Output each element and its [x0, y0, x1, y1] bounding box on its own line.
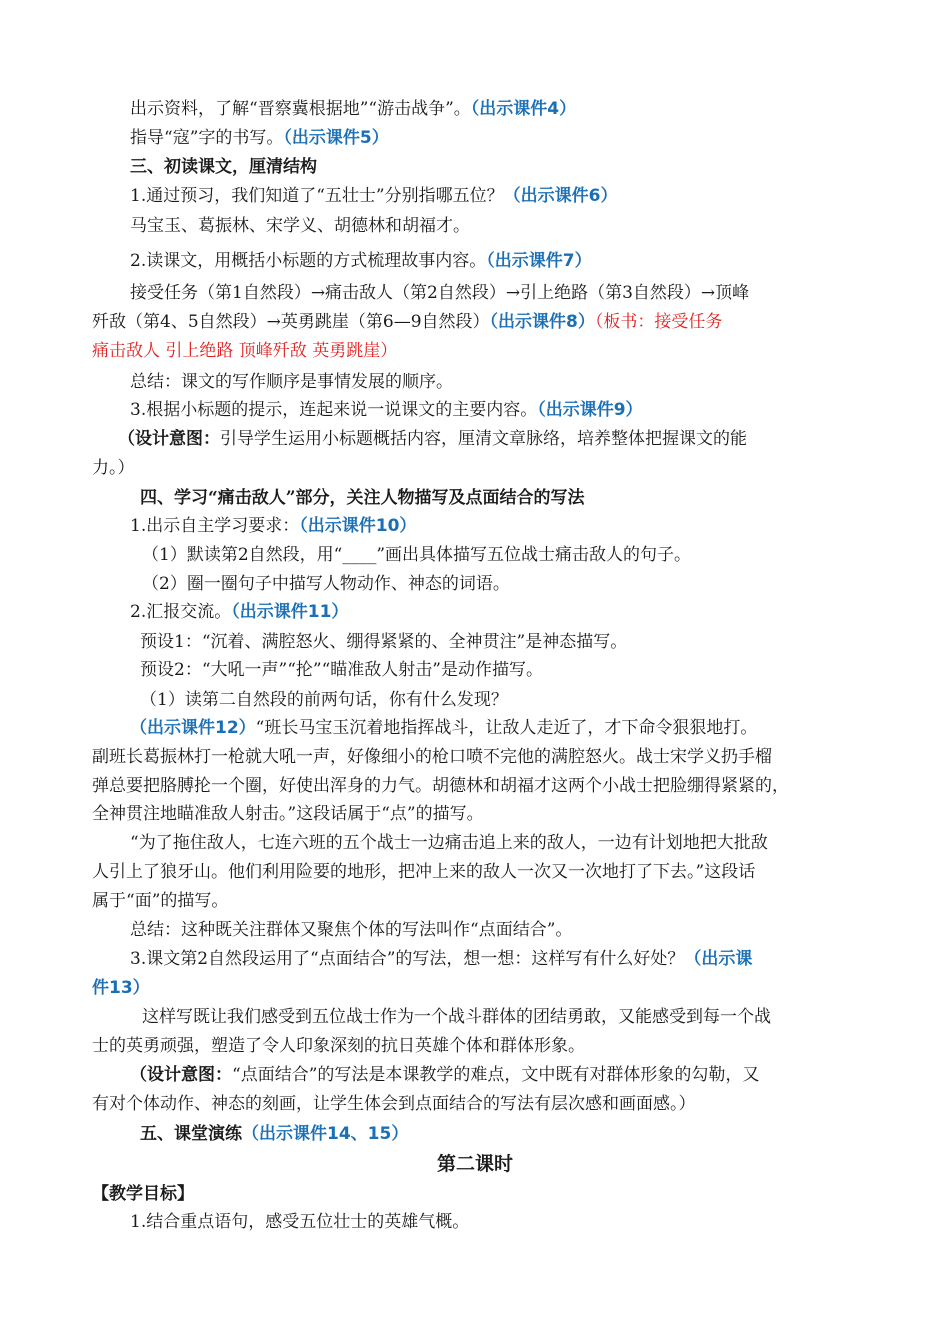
courseware-ref: （出示课 — [684, 949, 753, 969]
paragraph-line: 2.读课文，用概括小标题的方式梳理故事内容。（出示课件7） — [130, 251, 592, 271]
courseware-ref: 件13） — [92, 978, 150, 998]
paragraph-line: 总结：课文的写作顺序是事情发展的顺序。 — [130, 372, 453, 392]
paragraph-line: 总结：这种既关注群体又聚焦个体的写法叫作“点面结合”。 — [130, 920, 573, 940]
paragraph-line: 副班长葛振林打一枪就大吼一声，好像细小的枪口喷不完他的满腔怒火。战士宋学义扔手榴 — [92, 747, 772, 767]
paragraph-line: 有对个体动作、神态的刻画，让学生体会到点面结合的写法有层次感和画面感。） — [92, 1094, 696, 1114]
paragraph-line: 全神贯注地瞄准敌人射击。”这段话属于“点”的描写。 — [92, 804, 484, 824]
design-intent: （设计意图：引导学生运用小标题概括内容，厘清文章脉络，培养整体把握课文的能 — [118, 429, 747, 449]
courseware-ref: （出示课件6） — [503, 186, 618, 206]
courseware-ref: （出示课件7） — [486, 251, 592, 271]
paragraph-line: 预设1：“沉着、满腔怒火、绷得紧紧的、全神贯注”是神态描写。 — [140, 632, 628, 652]
paragraph-line: 弹总要把胳膊抡一个圈，好使出浑身的力气。胡德林和胡福才这两个小战士把脸绷得紧紧的， — [92, 776, 789, 796]
paragraph-line: 接受任务（第1自然段）→痛击敌人（第2自然段）→引上绝路（第3自然段）→顶峰 — [130, 283, 750, 303]
courseware-ref: （出示课件8） — [489, 312, 595, 332]
courseware-ref: （出示课件5） — [283, 128, 389, 148]
paragraph-line: 属于“面”的描写。 — [92, 891, 229, 911]
paragraph-line: 马宝玉、葛振林、宋学义、胡德林和胡福才。 — [130, 216, 470, 236]
goal-header: 【教学目标】 — [92, 1184, 194, 1204]
paragraph-line: 1.出示自主学习要求：（出示课件10） — [130, 516, 417, 536]
blackboard-note: 痛击敌人 引上绝路 顶峰歼敌 英勇跳崖） — [92, 341, 398, 361]
paragraph-line: 指导“寇”字的书写。（出示课件5） — [130, 128, 389, 148]
section-heading: 五、课堂演练（出示课件14、15） — [140, 1124, 409, 1144]
courseware-ref: （出示课件9） — [537, 400, 643, 420]
design-intent: （设计意图：“点面结合”的写法是本课教学的难点，文中既有对群体形象的勾勒，又 — [130, 1065, 760, 1085]
courseware-ref: （出示课件4） — [470, 99, 577, 119]
paragraph-line: 人引上了狼牙山。他们利用险要的地形，把冲上来的敌人一次又一次地打了下去。”这段话 — [92, 862, 756, 882]
paragraph-line: 士的英勇顽强，塑造了令人印象深刻的抗日英雄个体和群体形象。 — [92, 1036, 585, 1056]
paragraph-line: （1）读第二自然段的前两句话，你有什么发现？ — [140, 690, 508, 710]
paragraph-line: 出示资料，了解“晋察冀根据地”“游击战争”。（出示课件4） — [130, 99, 577, 119]
paragraph-line: “为了拖住敌人，七连六班的五个战士一边痛击追上来的敌人，一边有计划地把大批敌 — [130, 833, 768, 853]
paragraph-line: 歼敌（第4、5自然段）→英勇跳崖（第6—9自然段）（出示课件8）（板书：接受任务 — [92, 312, 723, 332]
courseware-ref: （出示课件10） — [299, 516, 417, 536]
paragraph-line: 3.根据小标题的提示，连起来说一说课文的主要内容。（出示课件9） — [130, 400, 643, 420]
courseware-ref: （出示课件14、15） — [242, 1124, 409, 1144]
section-heading: 三、初读课文，厘清结构 — [130, 157, 317, 177]
courseware-ref: （出示课件11） — [231, 602, 349, 622]
paragraph-line: 力。） — [92, 458, 135, 478]
paragraph-line: 这样写既让我们感受到五位战士作为一个战斗群体的团结勇敢，又能感受到每一个战 — [142, 1007, 771, 1027]
courseware-ref: （出示课件12） — [130, 718, 256, 738]
paragraph-line — [92, 974, 862, 1002]
paragraph-line: 3.课文第2自然段运用了“点面结合”的写法，想一想：这样写有什么好处？（出示课 — [130, 949, 753, 969]
paragraph-line: （1）默读第2自然段，用“____”画出具体描写五位战士痛击敌人的句子。 — [142, 545, 692, 565]
blackboard-note: （板书：接受任务 — [594, 312, 723, 332]
lesson-title: 第二课时 — [436, 1153, 513, 1175]
paragraph-line: 2.汇报交流。（出示课件11） — [130, 602, 349, 622]
paragraph-line: 1.结合重点语句，感受五位壮士的英雄气概。 — [130, 1212, 470, 1232]
paragraph-line: （2）圈一圈句子中描写人物动作、神态的词语。 — [142, 574, 510, 594]
section-heading: 四、学习“痛击敌人”部分，关注人物描写及点面结合的写法 — [140, 488, 585, 508]
paragraph-line: 预设2：“大吼一声”“抡”“瞄准敌人射击”是动作描写。 — [140, 660, 543, 680]
paragraph-line: 1.通过预习，我们知道了“五壮士”分别指哪五位？（出示课件6） — [130, 186, 618, 206]
paragraph-line: （出示课件12）“班长马宝玉沉着地指挥战斗，让敌人走近了，才下命令狠狠地打。 — [130, 718, 758, 738]
